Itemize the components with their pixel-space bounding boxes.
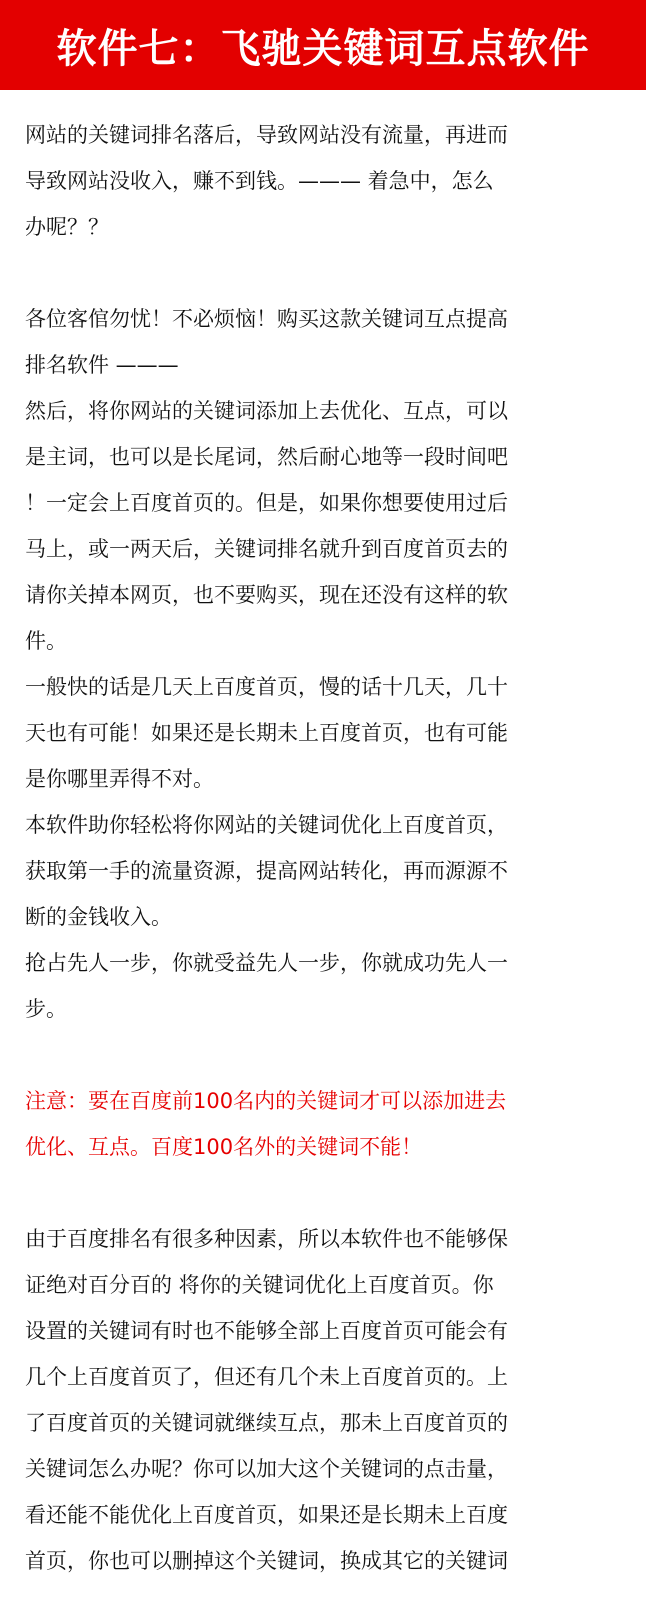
text-line: 是你哪里弄得不对。 [25,767,214,791]
text-line: 件。 [25,629,67,653]
paragraph-benefit [0,802,646,940]
paragraph-usage [0,388,646,664]
text-line: 本软件助你轻松将你网站的关键词优化上百度首页， [25,813,508,837]
paragraph-spacer [0,250,646,296]
paragraph-pitch [0,296,646,388]
paragraph-spacer [0,1170,646,1216]
text-line: 断的金钱收入。 [25,905,172,929]
article-body [0,112,646,1584]
text-line: 一般快的话是几天上百度首页，慢的话十几天，几十 [25,675,508,699]
text-line: 马上，或一两天后，关键词排名就升到百度首页去的 [25,537,508,561]
text-line: 几个上百度首页了，但还有几个未上百度首页的。上 [25,1365,508,1389]
text-line: 天也有可能！如果还是长期未上百度首页，也有可能 [25,721,508,745]
text-line: 了百度首页的关键词就继续互点，那未上百度首页的 [25,1411,508,1435]
header-banner [0,0,646,90]
text-line: 各位客倌勿忧！不必烦恼！购买这款关键词互点提高 [25,307,508,331]
text-line: 办呢？？ [25,215,109,239]
text-line: 然后，将你网站的关键词添加上去优化、互点，可以 [25,399,508,423]
text-line: 证绝对百分百的 将你的关键词优化上百度首页。你 [25,1273,494,1297]
page-title: 软件七：飞驰关键词互点软件 [56,25,590,72]
warning-notice [0,1078,646,1170]
text-line: 抢占先人一步，你就受益先人一步，你就成功先人一 [25,951,508,975]
text-line: 导致网站没收入，赚不到钱。——— 着急中，怎么 [25,169,494,193]
warning-line: 注意：要在百度前100名内的关键词才可以添加进去 [25,1089,507,1113]
paragraph-slogan [0,940,646,1032]
paragraph-disclaimer [0,1216,646,1584]
warning-line: 优化、互点。百度100名外的关键词不能！ [25,1135,423,1159]
text-line: 排名软件 ——— [25,353,179,377]
text-line: 请你关掉本网页，也不要购买，现在还没有这样的软 [25,583,508,607]
paragraph-intro [0,112,646,250]
paragraph-timing [0,664,646,802]
text-line: 步。 [25,997,67,1021]
text-line: 设置的关键词有时也不能够全部上百度首页可能会有 [25,1319,508,1343]
text-line: 获取第一手的流量资源，提高网站转化，再而源源不 [25,859,508,883]
text-line: 看还能不能优化上百度首页，如果还是长期未上百度 [25,1503,508,1527]
text-line: 网站的关键词排名落后，导致网站没有流量，再进而 [25,123,508,147]
text-line: 关键词怎么办呢？你可以加大这个关键词的点击量， [25,1457,508,1481]
text-line: 首页，你也可以删掉这个关键词，换成其它的关键词 [25,1549,508,1573]
text-line: 由于百度排名有很多种因素，所以本软件也不能够保 [25,1227,508,1251]
text-line: ！一定会上百度首页的。但是，如果你想要使用过后 [25,491,508,515]
paragraph-spacer [0,1032,646,1078]
text-line: 是主词，也可以是长尾词，然后耐心地等一段时间吧 [25,445,508,469]
